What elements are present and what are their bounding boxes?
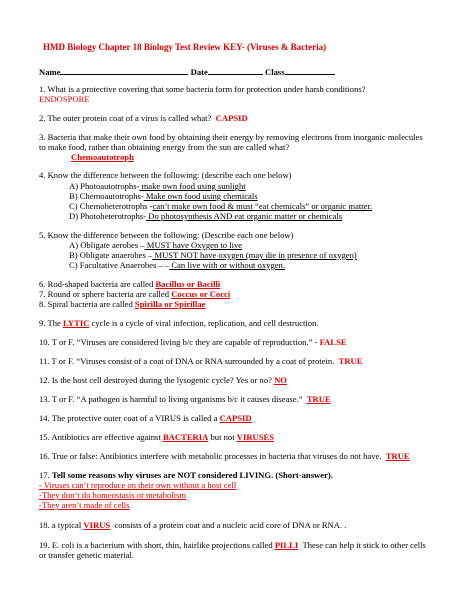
name-label: Name — [39, 67, 61, 77]
question-11-text: 11. T or F. “Viruses consist of a coat of DNA or RNA surrounded by a coat of protein. — [39, 356, 335, 366]
question-7-text: 7. Round or sphere bacteria are called — [39, 289, 170, 299]
answer-9: LYTIC — [62, 318, 90, 328]
question-18-post: consists of a protein coat and a nucleic acid core of DNA or RNA. . — [114, 520, 347, 530]
question-14-text: 14. The protective outer coat of a VIRUS is called a — [39, 413, 218, 423]
answer-17-1: - Viruses can’t reproduce on their own without a host cell — [39, 480, 237, 490]
question-2 — [39, 113, 248, 123]
q4-item-d — [69, 211, 342, 221]
q4-item-a-answer: make own food using sunlight — [139, 181, 246, 191]
question-19-pre: 19. E. coli is a bacterium with short, thin, hairlike projections called — [39, 540, 273, 550]
answer-3: Chemoautotroph — [71, 152, 134, 162]
q4-item-d-label: D) Photoheterotrophs- — [69, 211, 147, 221]
question-3-line1: 3. Bacteria that make their own food by obtaining their energy by removing electrons from inorganic molecules — [39, 132, 423, 142]
question-19-post: These can help it stick to other cells — [302, 540, 426, 550]
question-13 — [39, 394, 331, 404]
question-11 — [39, 356, 363, 366]
q4-item-c-label: C) Chemoheterotrophs - — [69, 201, 153, 211]
answer-1: ENDOSPORE — [39, 94, 90, 104]
question-16 — [39, 451, 410, 461]
answer-18: VIRUS — [83, 520, 111, 530]
answer-8: Spirilla or Spirillae — [134, 299, 206, 309]
question-18 — [39, 520, 346, 530]
question-6-text: 6. Rod-shaped bacteria are called — [39, 279, 154, 289]
answer-11: TRUE — [338, 356, 363, 366]
answer-13: TRUE — [306, 394, 331, 404]
question-15-mid: but not — [210, 432, 235, 442]
question-15 — [39, 432, 274, 442]
question-8 — [39, 299, 205, 309]
answer-7: Coccus or Cocci — [171, 289, 231, 299]
question-9 — [39, 318, 319, 328]
question-4: 4. Know the difference between the following: (describe each one below) — [39, 170, 292, 180]
q5-item-b — [69, 250, 357, 260]
q5-item-a-label: A) Obligate aerobes – — [69, 240, 145, 250]
class-label: Class — [264, 67, 285, 77]
question-14 — [39, 413, 252, 423]
question-13-text: 13. T or F. “A pathogen is harmful to living organisms b/c it causes disease.” — [39, 394, 303, 404]
q4-item-d-answer: Do photosynthesis AND eat organic matter or chemicals — [146, 211, 343, 221]
q5-item-b-answer: MUST NOT have oxygen (may die in presence of oxygen) — [152, 250, 357, 260]
q5-item-c — [69, 260, 285, 270]
name-field[interactable] — [60, 66, 188, 75]
answer-2: CAPSID — [215, 113, 248, 123]
answer-10: FALSE — [319, 337, 347, 347]
question-16-text: 16. True or false: Antibiotics interfere with metabolic processes in bacteria that viruses do not have. — [39, 451, 382, 461]
worksheet-title: HMD Biology Chapter 18 Biology Test Review KEY- (Viruses & Bacteria) — [43, 42, 327, 52]
question-5: 5. Know the difference between the following: (Describe each one below) — [39, 230, 294, 240]
question-17 — [39, 470, 333, 480]
question-19-line2: or transfer genetic material. — [39, 550, 134, 560]
q4-item-a — [69, 181, 246, 191]
question-2-text: 2. The outer protein coat of a virus is called what? — [39, 113, 212, 123]
question-1: 1. What is a protective covering that some bacteria form for protection under harsh conditions? — [39, 84, 366, 94]
question-15-pre: 15. Antibiotics are effective against — [39, 432, 161, 442]
q5-item-c-label: C) Facultative Anaerobes – – — [69, 260, 170, 270]
answer-14: CAPSID — [219, 413, 252, 423]
q5-item-c-answer: Can live with or without oxygen. — [169, 260, 285, 270]
answer-15b: VIRUSES — [236, 432, 275, 442]
q4-item-b-label: B) Chemoautotrophs- — [69, 191, 144, 201]
question-17-number: 17. — [39, 470, 50, 480]
q4-item-c — [69, 201, 372, 211]
answer-17-3: -They aren’t made of cells — [39, 500, 130, 510]
question-19 — [39, 540, 426, 550]
answer-12: NO — [274, 375, 287, 385]
question-9-pre: 9. The — [39, 318, 61, 328]
answer-17-2: -They don’t do homeostasis or metabolism — [39, 490, 187, 500]
date-field[interactable] — [208, 66, 263, 75]
q4-item-c-answer: can’t make own food & must “eat chemicals” or organic matter. — [152, 201, 373, 211]
q5-item-b-label: B) Obligate anaerobes – — [69, 250, 153, 260]
question-9-post: cycle is a cycle of viral infection, replication, and cell destruction. — [91, 318, 319, 328]
q5-item-a — [69, 240, 242, 250]
question-17-text: Tell some reasons why viruses are NOT considered LIVING. (Short-answer). — [51, 470, 333, 480]
name-date-class-line — [39, 66, 335, 77]
question-12-text: 12. Is the host cell destroyed during the lysogenic cycle? Yes or no? — [39, 375, 272, 385]
answer-16: TRUE — [385, 451, 410, 461]
question-8-text: 8. Spiral bacteria are called — [39, 299, 133, 309]
question-10-text: 10. T or F. “Viruses are considered living b/c they are capable of reproduction.” - — [39, 337, 318, 347]
q5-item-a-answer: MUST have Oxygen to live — [144, 240, 243, 250]
q4-item-b — [69, 191, 258, 201]
question-12 — [39, 375, 287, 385]
question-6 — [39, 279, 220, 289]
answer-15a: BACTERIA — [162, 432, 209, 442]
answer-19: PILLI — [274, 540, 299, 550]
date-label: Date — [190, 67, 208, 77]
class-field[interactable] — [285, 66, 335, 75]
q4-item-a-label: A) Photoautotrophs- — [69, 181, 140, 191]
question-7 — [39, 289, 230, 299]
answer-6: Bacillus or Bacilli — [155, 279, 221, 289]
question-3-line2: to make food, rather than obtaining energy from the sun are called what? — [39, 142, 290, 152]
question-18-pre: 18. a typical — [39, 520, 82, 530]
question-10 — [39, 337, 347, 347]
q4-item-b-answer: Make own food using chemicals — [143, 191, 258, 201]
